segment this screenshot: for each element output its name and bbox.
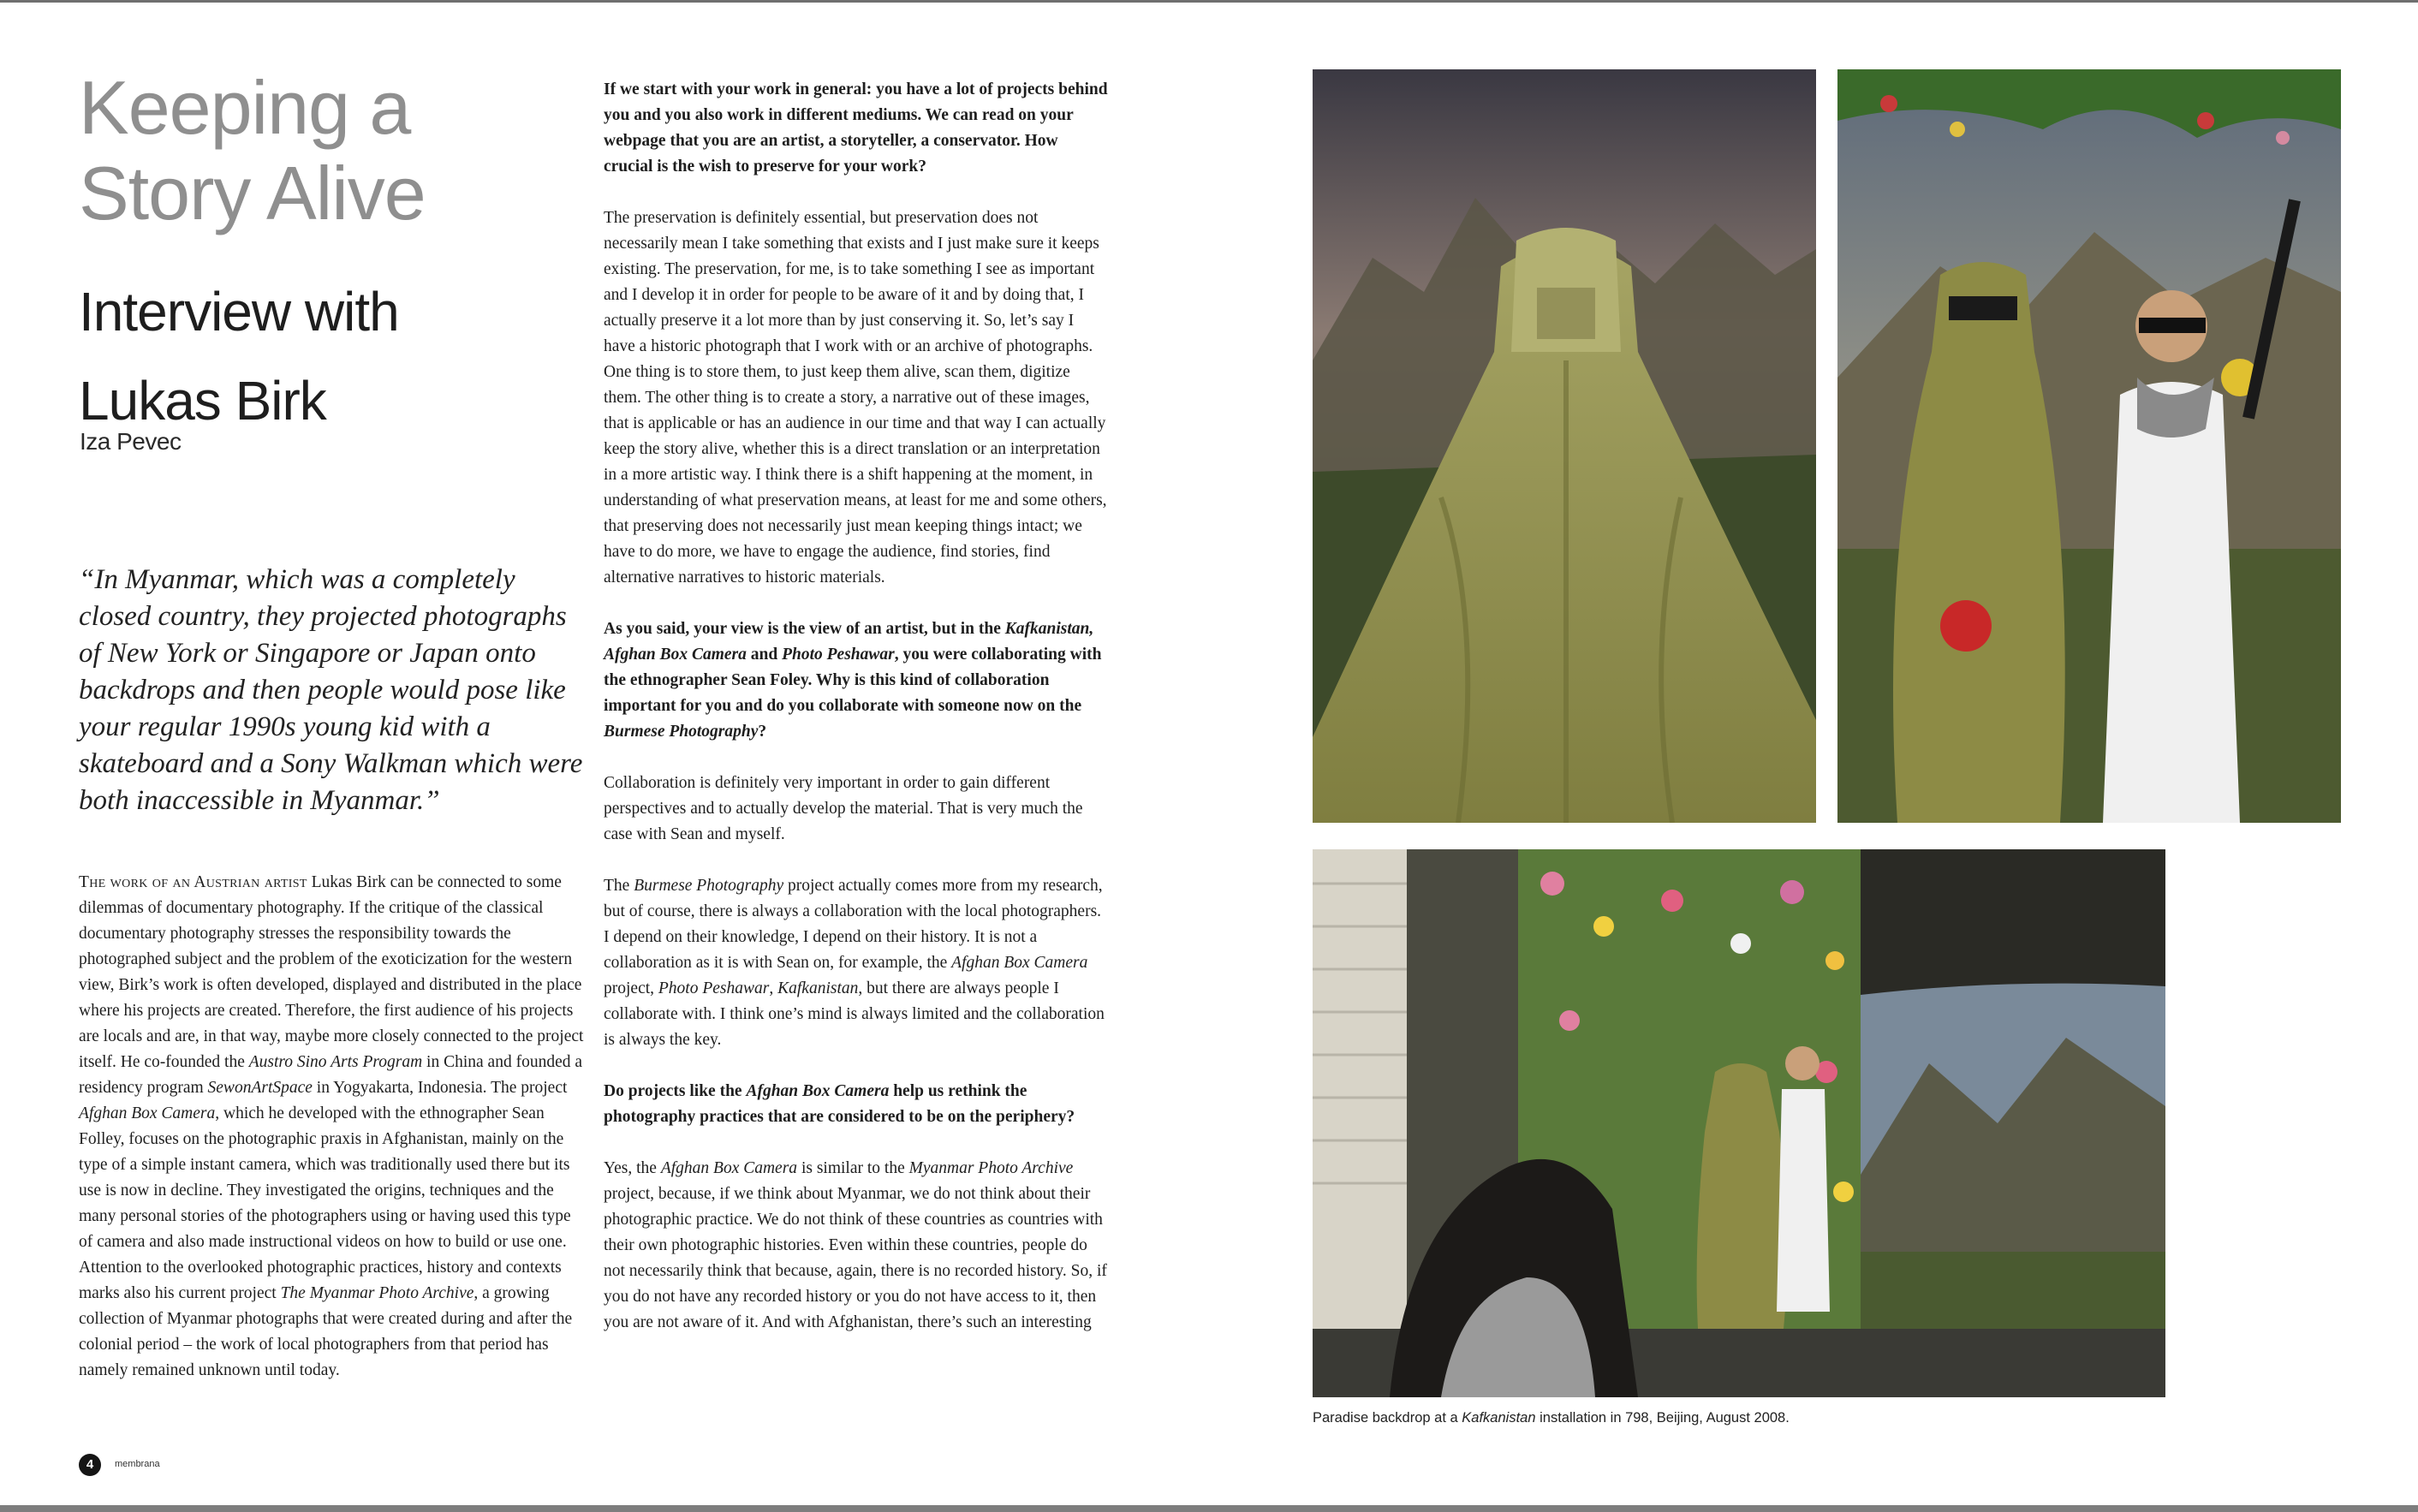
question-text: , you were collaborating with the ethnographer Sean Foley. Why is this kind of collaboration important for you and do you collaborate with someone now on the xyxy=(604,646,1102,715)
caption-text: Paradise backdrop at a xyxy=(1313,1410,1462,1426)
question-italic: Afghan Box Camera xyxy=(746,1082,890,1100)
page-bottom-edge xyxy=(0,1505,2418,1512)
answer-italic: Burmese Photography xyxy=(634,877,784,895)
author-name: Iza Pevec xyxy=(80,428,182,455)
answer-italic: Myanmar Photo Archive xyxy=(908,1159,1074,1177)
intro-text: Lukas Birk can be connected to some dilemmas of documentary photography. If the critique of the classical documentary photography stresses the responsibility towards the photographed subject and the problem of the exoticization for the western view, Birk’s work is often developed, displayed and distributed in the place where his projects are created. Therefore, the first audience of his projects are locals and are, in that way, maybe more closely connected to the project itself. He co-founded the xyxy=(79,873,584,1071)
intro-lead: The work of an Austrian artist xyxy=(79,873,307,891)
article-subtitle xyxy=(79,267,399,445)
answer-text: is similar to the xyxy=(797,1159,909,1177)
answer-text: project, xyxy=(604,979,658,997)
article-title xyxy=(79,65,426,236)
intro-paragraph xyxy=(79,870,584,1384)
magazine-name: membrana xyxy=(115,1459,160,1469)
question-1: If we start with your work in general: you have a lot of projects behind you and you also work in different mediums. We can read on your webpage that you are an artist, a storyteller, a conservator. How crucial is the wish to preserve for your work? xyxy=(604,80,1108,176)
answer-italic: Afghan Box Camera xyxy=(951,954,1088,972)
subtitle-line-1: Interview with xyxy=(79,281,399,342)
page-number: 4 xyxy=(79,1454,101,1476)
subtitle-line-2: Lukas Birk xyxy=(79,370,326,432)
question-text: ? xyxy=(758,723,767,741)
intro-text: , a growing collection of Myanmar photographs that were created during and after the colonial period – the work of local photographers from that period has namely remained unknown until today. xyxy=(79,1284,573,1379)
question-italic: Photo Peshawar xyxy=(782,646,895,664)
photo-burqa-and-man xyxy=(1837,69,2341,823)
pull-quote: “In Myanmar, which was a completely closed country, they projected photographs of New York or Singapore or Japan onto backdrops and then people would pose like your regular 1990s young kid with a skateboard and a Sony Walkman which were both inaccessible in Myanmar.” xyxy=(79,564,583,816)
intro-italic: SewonArtSpace xyxy=(207,1079,313,1097)
interview-column xyxy=(604,77,1109,1361)
intro-text: in China and founded a residency program xyxy=(79,1053,583,1097)
caption-italic: Kafkanistan xyxy=(1462,1410,1536,1426)
answer-text: The xyxy=(604,877,634,895)
answer-text: , xyxy=(769,979,778,997)
caption-text: installation in 798, Beijing, August 2008. xyxy=(1535,1410,1790,1426)
photo-caption xyxy=(1313,1410,1790,1426)
answer-text: project actually comes more from my research, but of course, there is always a collaboration with the local photographers. I depend on their knowledge, I depend on their history. It is not a collaboration as it is with Sean on, for example, the xyxy=(604,877,1103,972)
title-line-2: Story Alive xyxy=(79,151,426,235)
question-text: help us rethink the photography practices that are considered to be on the periphery? xyxy=(604,1082,1075,1126)
intro-text: , which he developed with the ethnographer Sean Folley, focuses on the photographic praxis in Afghanistan, mainly on the type of a simple instant camera, which was traditionally used there but its use is now in decline. They investigated the origins, techniques and the many personal stories of the photographers using or having used this type of camera and also made instructional videos on how to build or use one. Attention to the overlooked photographic practices, history and contexts marks also his current project xyxy=(79,1104,571,1302)
answer-1: The preservation is definitely essential, but preservation does not necessarily mean I take something that exists and I just make sure it keeps existing. The preservation, for me, is to take something I see as important and I develop it in order for people to be aware of it and by doing that, I actually preserve it a lot more than by just conserving it. So, let’s say I have a historic photograph that I work with or an archive of photographs. One thing is to store them, to just keep them alive, scan them, digitize them. The other thing is to create a story, a narrative out of these images, that is applicable or has an audience in our time and that way I can actually keep the story alive, whether this is a direct translation or an interpretation in a more artistic way. I think there is a shift happening at the moment, in understanding of what preservation means, at least for me and some others, that preserving does not necessarily just mean keeping things intact; we have to do more, we have to engage the audience, find stories, find alternative narratives to historic materials. xyxy=(604,209,1107,586)
question-3 xyxy=(604,1079,1109,1130)
answer-italic: Afghan Box Camera xyxy=(660,1159,798,1177)
answer-3 xyxy=(604,873,1109,1053)
title-line-1: Keeping a xyxy=(79,65,411,150)
question-italic: Kafkanistan, Afghan Box Camera xyxy=(604,620,1094,664)
answer-italic: Photo Peshawar xyxy=(658,979,770,997)
answer-text: project, because, if we think about Myanmar, we do not think about their photographic practice. We do not think of these countries as countries with their own photographic histories. Even within these countries, people do not necessarily think that because, again, there is no recorded history. So, if you do not have any recorded history or you do not have access to it, then you are not aware of it. And with Afghanistan, there’s such an interesting xyxy=(604,1185,1107,1331)
question-italic: Burmese Photography xyxy=(604,723,759,741)
question-text: As you said, your view is the view of an artist, but in the xyxy=(604,620,1005,638)
question-text: and xyxy=(746,646,783,664)
photo-kafkanistan-installation xyxy=(1313,849,2165,1397)
answer-italic: Kafkanistan xyxy=(777,979,859,997)
page-top-edge xyxy=(0,0,2418,3)
question-text: Do projects like the xyxy=(604,1082,747,1100)
answer-text: , but there are always people I collaborate with. I think one’s mind is always limited and the collaboration is always the key. xyxy=(604,979,1105,1049)
photo-burqa-backdrop xyxy=(1313,69,1816,823)
answer-text: Yes, the xyxy=(604,1159,661,1177)
question-2 xyxy=(604,616,1109,745)
answer-2: Collaboration is definitely very important in order to gain different perspectives and to actually develop the material. That is very much the case with Sean and myself. xyxy=(604,774,1083,843)
intro-italic: Austro Sino Arts Program xyxy=(248,1053,423,1071)
intro-italic: The Myanmar Photo Archive xyxy=(280,1284,474,1302)
intro-text: in Yogyakarta, Indonesia. The project xyxy=(312,1079,568,1097)
intro-italic: Afghan Box Camera xyxy=(79,1104,216,1122)
answer-4 xyxy=(604,1156,1109,1336)
